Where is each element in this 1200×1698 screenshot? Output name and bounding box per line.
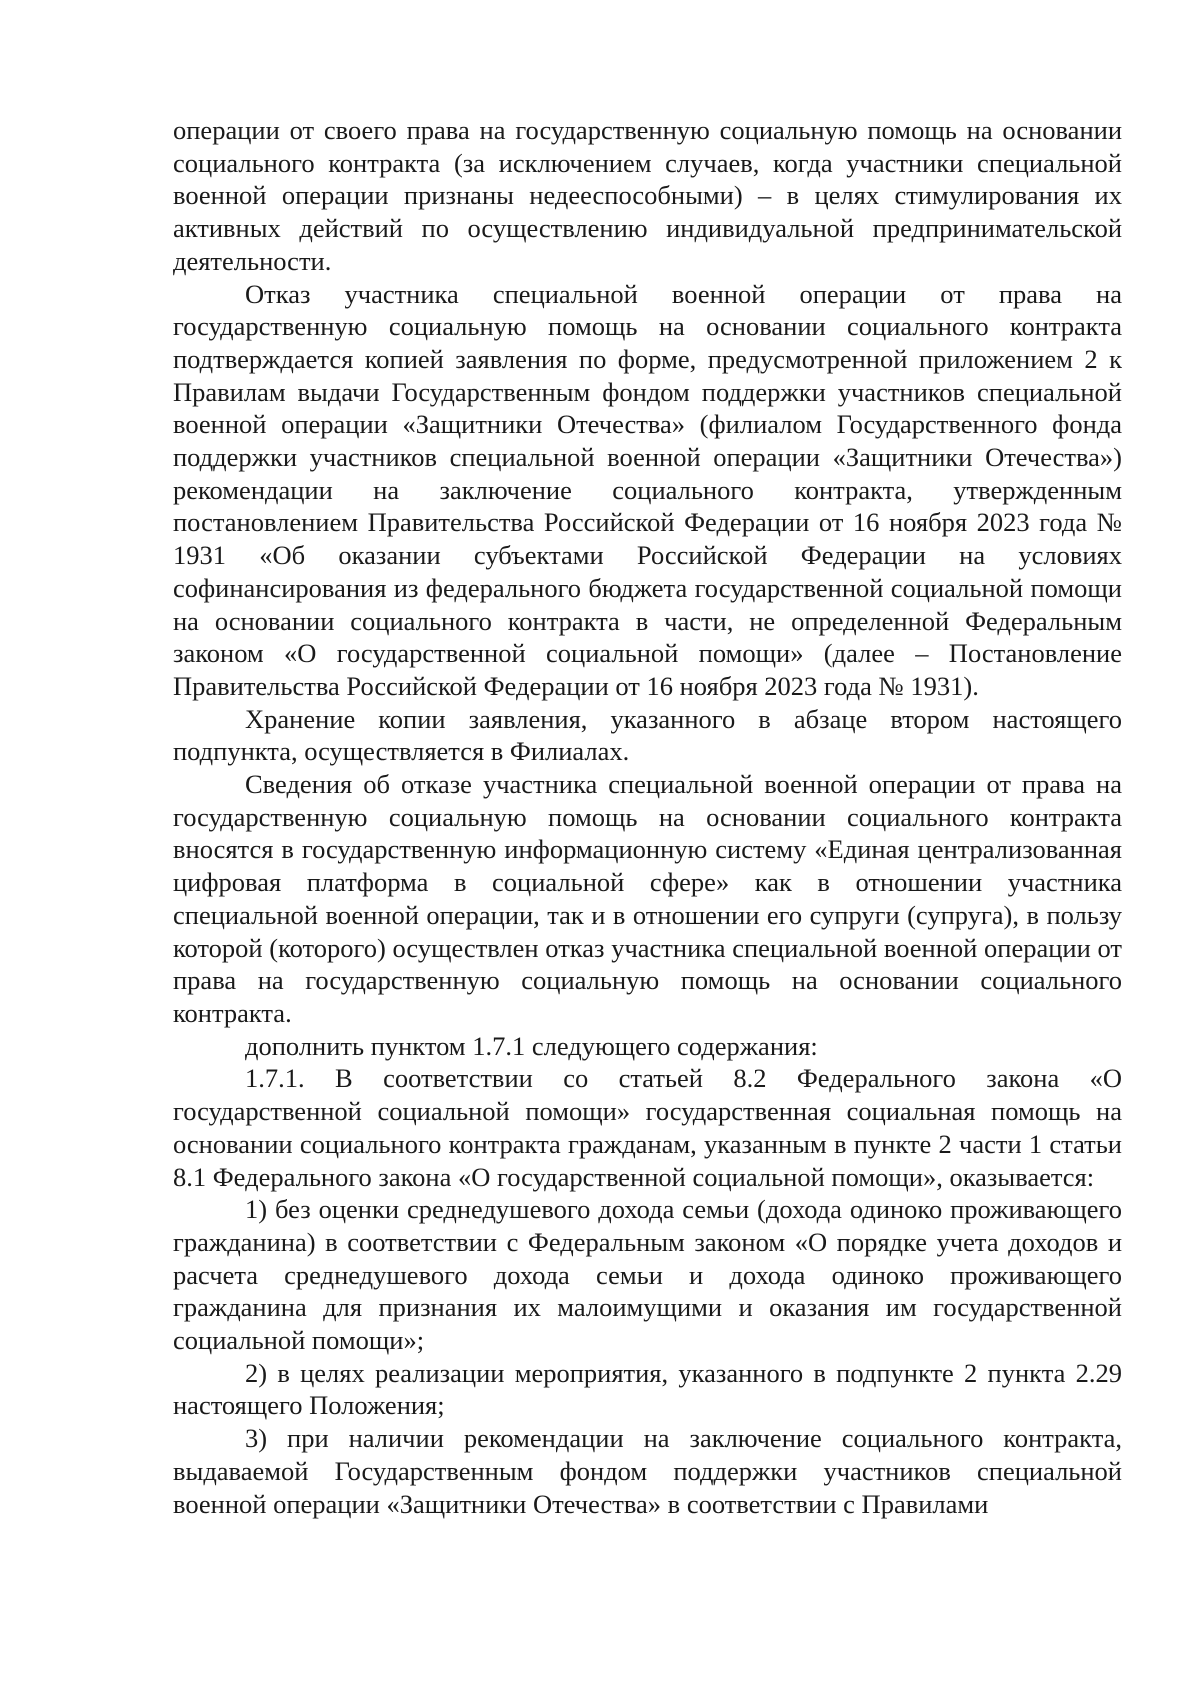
paragraph-amendment-intro: дополнить пунктом 1.7.1 следующего содержания: — [245, 1030, 818, 1061]
paragraph-refusal-confirmation: Отказ участника специальной военной операции от права на государственную социальную помощь на основании социального контракта подтверждается копией заявления по форме, предусмотренной приложением 2 к Правилам выдачи Государственным фондом поддержки участников специальной военной операции «Защитники Отечества» (филиалом Государственного фонда поддержки участников специальной военной операции «Защитники Отечества») рекомендации на заключение социального контракта, утвержденным постановлением Правительства Российской Федерации от 16 ноября 2023 года № 1931 «Об оказании субъектами Российской Федерации на условиях софинансирования из федерального бюджета государственной социальной помощи на основании социального контракта в части, не определенной Федеральным законом «О государственной социальной помощи» (далее – Постановление Правительства Российской Федерации от 16 ноября 2023 года № 1931). — [173, 278, 1122, 701]
paragraph-item-3: 3) при наличии рекомендации на заключение социального контракта, выдаваемой Государственным фондом поддержки участников специальной военной операции «Защитники Отечества» в соответствии с Правилами — [173, 1423, 1122, 1519]
paragraph-information-system: Сведения об отказе участника специальной военной операции от права на государственную социальную помощь на основании социального контракта вносятся в государственную информационную систему «Единая централизованная цифровая платформа в социальной сфере» как в отношении участника специальной военной операции, так и в отношении его супруги (супруга), в пользу которой (которого) осуществлен отказ участника специальной военной операции от права на государственную социальную помощь на основании социального контракта. — [173, 769, 1122, 1028]
paragraph-item-1: 1) без оценки среднедушевого дохода семьи (дохода одиноко проживающего гражданина) в соответствии с Федеральным законом «О порядке учета доходов и расчета среднедушевого дохода семьи и дохода одиноко проживающего гражданина для признания их малоимущими и оказания им государственной социальной помощи»; — [173, 1194, 1122, 1356]
paragraph-storage: Хранение копии заявления, указанного в абзаце втором настоящего подпункта, осуществляется в Филиалах. — [173, 703, 1122, 767]
paragraph-item-2: 2) в целях реализации мероприятия, указанного в подпункте 2 пункта 2.29 настоящего Положения; — [173, 1357, 1122, 1421]
paragraph-clause-1-7-1: 1.7.1. В соответствии со статьей 8.2 Федерального закона «О государственной социальной помощи» государственная социальная помощь на основании социального контракта гражданам, указанным в пункте 2 части 1 статьи 8.1 Федерального закона «О государственной социальной помощи», оказывается: — [173, 1063, 1122, 1192]
paragraph-continuation: операции от своего права на государственную социальную помощь на основании социального контракта (за исключением случаев, когда участники специальной военной операции признаны недееспособными) – в целях стимулирования их активных действий по осуществлению индивидуальной предпринимательской деятельности. — [173, 115, 1122, 276]
document-page — [173, 114, 1122, 1520]
